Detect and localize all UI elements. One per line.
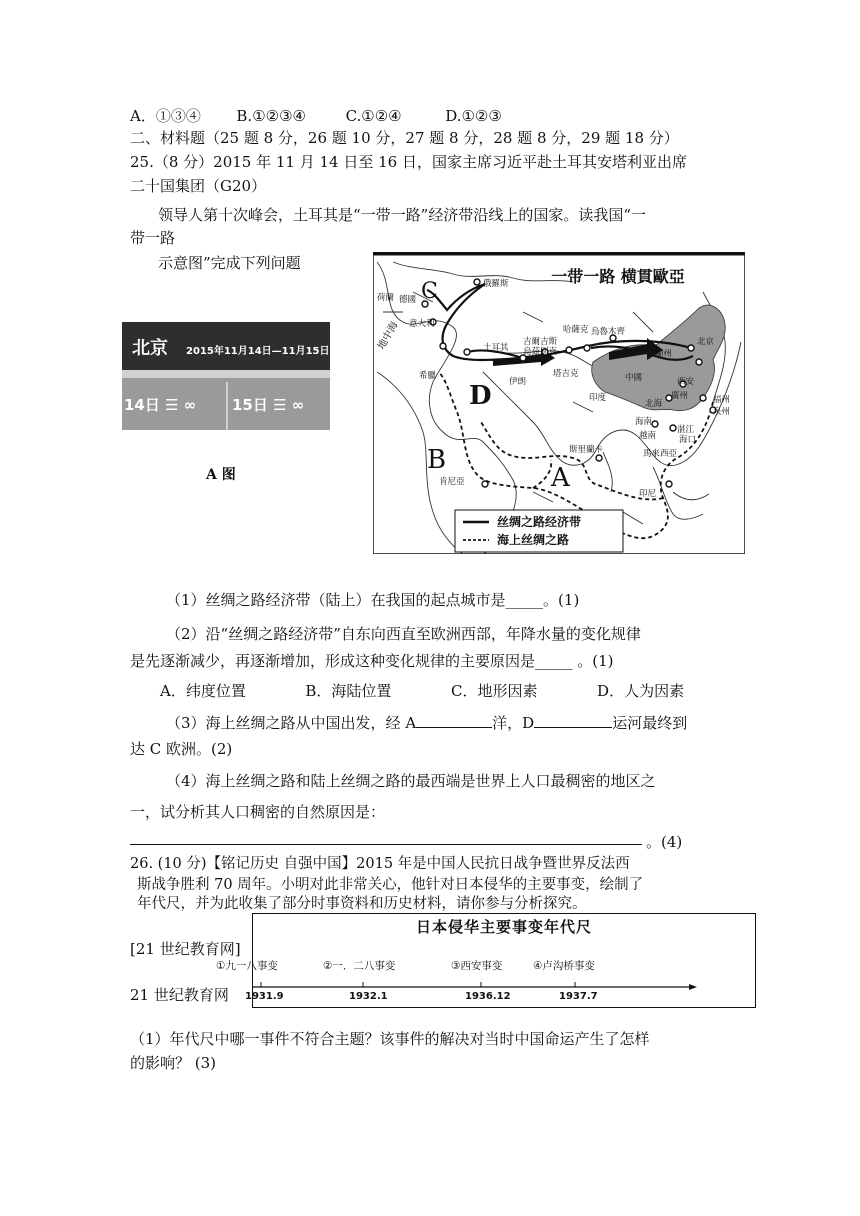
label-china: 中國	[625, 373, 643, 383]
q25-option-c: C．地形因素	[451, 682, 538, 700]
label-kenya: 肯尼亞	[439, 477, 465, 487]
q25-sub3	[166, 711, 687, 733]
q25-line4: 带一路	[130, 229, 176, 247]
label-netherlands: 荷蘭	[377, 293, 395, 303]
q25-sub1: （1）丝绸之路经济带（陆上）在我国的起点城市是_____。(1)	[166, 591, 580, 609]
q25-option-d: D．人为因素	[597, 682, 685, 700]
timeline-ruler	[216, 913, 756, 1008]
label-zhanjiang: 湛江	[677, 425, 695, 435]
q25-sub3-a: （3）海上丝绸之路从中国出发，经 A	[166, 714, 417, 732]
q25-options	[160, 681, 684, 701]
label-tajik: 塔吉克	[553, 369, 579, 379]
label-quanzhou: 泉州	[713, 407, 731, 417]
label-B: B	[427, 445, 447, 475]
label-russia: 俄羅斯	[483, 279, 509, 289]
q25-sub4c: 。(4)	[646, 833, 683, 851]
q25-sub3-c: 运河最终到	[612, 714, 688, 732]
map-legend	[455, 510, 623, 552]
figure-a-divider	[122, 370, 330, 378]
label-turkey: 土耳其	[483, 343, 509, 353]
label-indonesia: 印尼	[639, 489, 657, 499]
label-beihai: 北海	[645, 399, 663, 409]
label-kyrgyz: 吉爾吉斯	[523, 337, 558, 347]
timeline-date-1: 1931.9	[245, 991, 284, 1002]
label-fuzhou: 福州	[713, 395, 731, 405]
figure-a-dates: 2015年11月14日—11月15日	[186, 346, 330, 357]
timeline-title: 日本侵华主要事变年代尺	[415, 918, 592, 936]
label-guangzhou: 廣州	[671, 391, 689, 401]
timeline-date-2: 1932.1	[349, 991, 388, 1002]
label-lanzhou: 蘭州	[655, 349, 673, 359]
legend-land: 丝绸之路经济带	[497, 515, 582, 529]
q25-line2: 二十国集团（G20）	[130, 177, 267, 195]
q26-line2: 斯战争胜利 70 周年。小明对此非常关心，他针对日本侵华的主要事变，绘制了	[137, 877, 644, 893]
option-b: B.①②③④	[236, 107, 306, 125]
section-title: 二、材料题（25 题 8 分，26 题 10 分，27 题 8 分，28 题 8 分，29 题 18 分）	[130, 129, 679, 147]
q26-line1: 26. (10 分)【铭记历史 自强中国】2015 年是中国人民抗日战争暨世界反法西	[130, 856, 630, 872]
timeline-date-3: 1936.12	[465, 991, 511, 1002]
label-D: D	[469, 381, 492, 411]
q25-sub3-b: 洋，D	[492, 714, 535, 732]
label-srilanka: 斯里蘭卡	[569, 445, 604, 455]
label-xian: 西安	[677, 377, 695, 387]
legend-sea: 海上丝绸之路	[497, 533, 570, 547]
option-c: C.①②④	[345, 107, 402, 125]
label-beijing: 北京	[697, 337, 715, 347]
map-title: 一带一路 横貫歐亞	[551, 267, 685, 286]
figure-a-caption: A 图	[206, 467, 236, 483]
q25-line5: 示意图”完成下列问题	[158, 254, 301, 272]
prev-answer-options	[130, 106, 502, 126]
q25-option-b: B．海陆位置	[305, 682, 392, 700]
q26-sub1b: 的影响？ (3)	[130, 1054, 217, 1072]
figure-a-day15: 15日 ☰ ∞	[232, 396, 305, 414]
q25-sub4-answer-line[interactable]	[130, 844, 642, 845]
label-C: C	[421, 279, 438, 304]
label-haikou: 海口	[679, 435, 697, 445]
figure-a-weather-image	[122, 322, 330, 430]
blank-a-ocean[interactable]	[416, 711, 492, 728]
label-A: A	[551, 463, 570, 493]
q25-sub2b: 是先逐渐减少，再逐渐增加，形成这种变化规律的主要原因是_____ 。(1)	[130, 652, 614, 670]
option-d: D.①②③	[445, 107, 502, 125]
label-vietnam: 越南	[639, 431, 657, 441]
q25-sub4a: （4）海上丝绸之路和陆上丝绸之路的最西端是世界上人口最稠密的地区之	[166, 772, 656, 790]
figure-a-city: 北京	[132, 338, 168, 359]
timeline-date-4: 1937.7	[559, 991, 598, 1002]
option-a: A．①③④	[130, 107, 201, 125]
label-malaysia: 馬來西亞	[643, 449, 678, 459]
timeline-event-2: ②一．二八事变	[323, 960, 396, 972]
label-italy: 意大利	[409, 319, 435, 329]
label-germany: 德國	[399, 295, 417, 305]
label-iran: 伊朗	[509, 377, 527, 387]
blank-d-canal[interactable]	[534, 711, 612, 728]
q25-sub4b: 一，试分析其人口稠密的自然原因是：	[130, 803, 386, 821]
label-hainan: 海南	[635, 417, 653, 427]
q25-sub3-d: 达 C 欧洲。(2)	[130, 740, 233, 758]
q25-line3: 领导人第十次峰会，土耳其是“一带一路”经济带沿线上的国家。读我国“一	[158, 206, 647, 224]
q25-option-a: A．纬度位置	[160, 682, 246, 700]
label-greece: 希臘	[419, 371, 437, 381]
label-urumqi: 烏魯木齊	[591, 327, 626, 337]
figure-a-day14: 14日 ☰ ∞	[124, 396, 197, 414]
timeline-event-4: ④卢沟桥事变	[533, 960, 595, 972]
q25-sub2a: （2）沿“丝绸之路经济带”自东向西直至欧洲西部，年降水量的变化规律	[166, 625, 641, 643]
q26-line3: 年代尺，并为此收集了部分时事资料和历史材料，请你参与分析探究。	[137, 896, 587, 912]
timeline-event-1: ①九一八事变	[216, 960, 278, 972]
watermark-2: 21 世纪教育网	[130, 986, 229, 1004]
label-uzbek: 烏茲別克	[523, 347, 558, 357]
label-mediterranean: 地中海	[376, 320, 401, 352]
timeline-event-3: ③西安事变	[451, 960, 503, 972]
label-kazakh: 哈薩克	[563, 325, 589, 335]
watermark-1: [21 世纪教育网]	[130, 940, 241, 958]
q26-sub1a: （1）年代尺中哪一事件不符合主题？该事件的解决对当时中国命运产生了怎样	[130, 1030, 650, 1048]
figure-a-separator	[226, 382, 228, 430]
label-india: 印度	[589, 393, 607, 403]
belt-and-road-map	[373, 252, 745, 554]
q25-line1: 25.（8 分）2015 年 11 月 14 日至 16 日，国家主席习近平赴土耳其安塔利亚出席	[130, 153, 687, 171]
